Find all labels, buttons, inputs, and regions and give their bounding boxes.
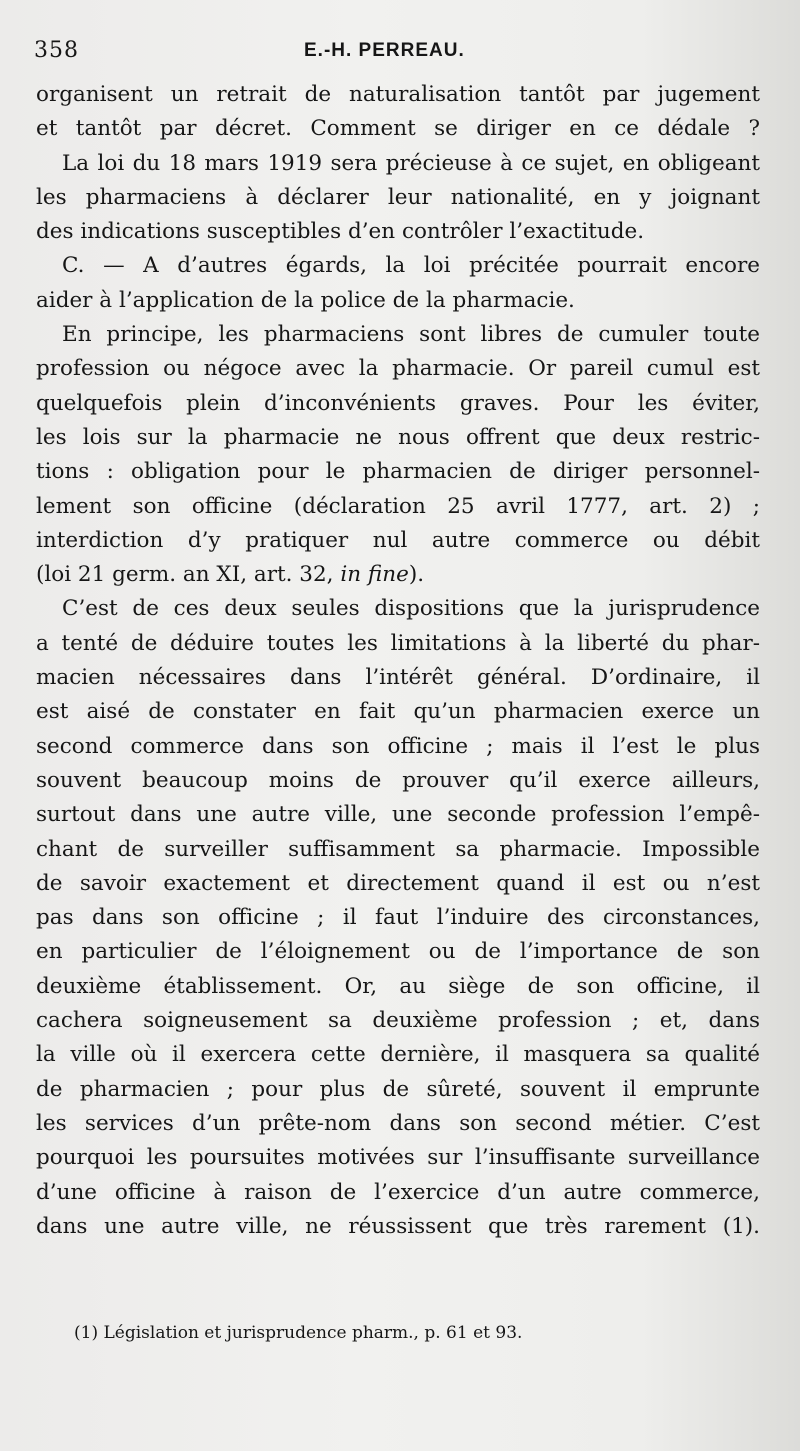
- text-line: les pharmaciens à déclarer leur nationalité, en y joignant: [36, 184, 760, 210]
- text-line-with-italic: [36, 558, 760, 592]
- text-line: est aisé de constater en fait qu’un pharmacien exerce un: [36, 699, 760, 725]
- text-line: quelquefois plein d’inconvénients graves. Pour les éviter,: [36, 390, 760, 416]
- text-line: de pharmacien ; pour plus de sûreté, souvent il emprunte: [36, 1076, 760, 1102]
- text-line: lement son officine (déclaration 25 avril 1777, art. 2) ;: [36, 493, 760, 519]
- text-segment: (loi 21 germ. an XI, art. 32,: [36, 562, 334, 588]
- text-line: aider à l’application de la police de la pharmacie.: [36, 287, 575, 313]
- text-line: interdiction d’y pratiquer nul autre commerce ou débit: [36, 527, 760, 553]
- running-head: E.-H. PERREAU.: [304, 40, 465, 61]
- text-line: La loi du 18 mars 1919 sera précieuse à ce sujet, en obligeant: [62, 150, 760, 176]
- text-line: organisent un retrait de naturalisation tantôt par jugement: [36, 82, 760, 107]
- text-line: tions : obligation pour le pharmacien de diriger personnel-: [36, 459, 760, 485]
- text-line: de savoir exactement et directement quand il est ou n’est: [36, 870, 760, 896]
- text-line: pourquoi les poursuites motivées sur l’insuffisante surveillance: [36, 1145, 760, 1171]
- text-line: a tenté de déduire toutes les limitations à la liberté du phar-: [36, 630, 760, 656]
- text-line: second commerce dans son officine ; mais il l’est le plus: [36, 733, 760, 759]
- text-line: chant de surveiller suffisamment sa pharmacie. Impossible: [36, 836, 760, 862]
- body-text: [36, 78, 760, 1244]
- italic-phrase: in fine: [340, 562, 409, 588]
- text-line: C’est de ces deux seules dispositions que la jurisprudence: [62, 596, 760, 622]
- text-line: et tantôt par décret. Comment se diriger en ce dédale ?: [36, 116, 760, 142]
- text-line: pas dans son officine ; il faut l’induire des circonstances,: [36, 905, 760, 931]
- text-line: cachera soigneusement sa deuxième profession ; et, dans: [36, 1008, 760, 1034]
- text-line: C. — A d’autres égards, la loi précitée pourrait encore: [62, 253, 760, 279]
- text-line: la ville où il exercera cette dernière, il masquera sa qualité: [36, 1042, 760, 1068]
- text-line: En principe, les pharmaciens sont libres de cumuler toute: [62, 322, 760, 348]
- text-line: en particulier de l’éloignement ou de l’importance de son: [36, 939, 760, 965]
- text-line: les services d’un prête-nom dans son second métier. C’est: [36, 1110, 760, 1136]
- text-segment: ).: [408, 562, 425, 588]
- text-line: macien nécessaires dans l’intérêt général. D’ordinaire, il: [36, 665, 760, 691]
- text-line: d’une officine à raison de l’exercice d’un autre commerce,: [36, 1179, 760, 1205]
- footnote: (1) Législation et jurisprudence pharm., p. 61 et 93.: [74, 1323, 523, 1343]
- text-line: dans une autre ville, ne réussissent que très rarement (1).: [36, 1213, 760, 1239]
- page-header: [34, 38, 760, 68]
- text-line: deuxième établissement. Or, au siège de son officine, il: [36, 973, 760, 999]
- text-line: profession ou négoce avec la pharmacie. Or pareil cumul est: [36, 356, 760, 382]
- text-line: les lois sur la pharmacie ne nous offrent que deux restric-: [36, 424, 760, 450]
- text-line: des indications susceptibles d’en contrôler l’exactitude.: [36, 219, 645, 245]
- page-number: 358: [34, 38, 79, 63]
- text-line: souvent beaucoup moins de prouver qu’il exerce ailleurs,: [36, 767, 760, 793]
- text-line: surtout dans une autre ville, une seconde profession l’empê-: [36, 802, 760, 828]
